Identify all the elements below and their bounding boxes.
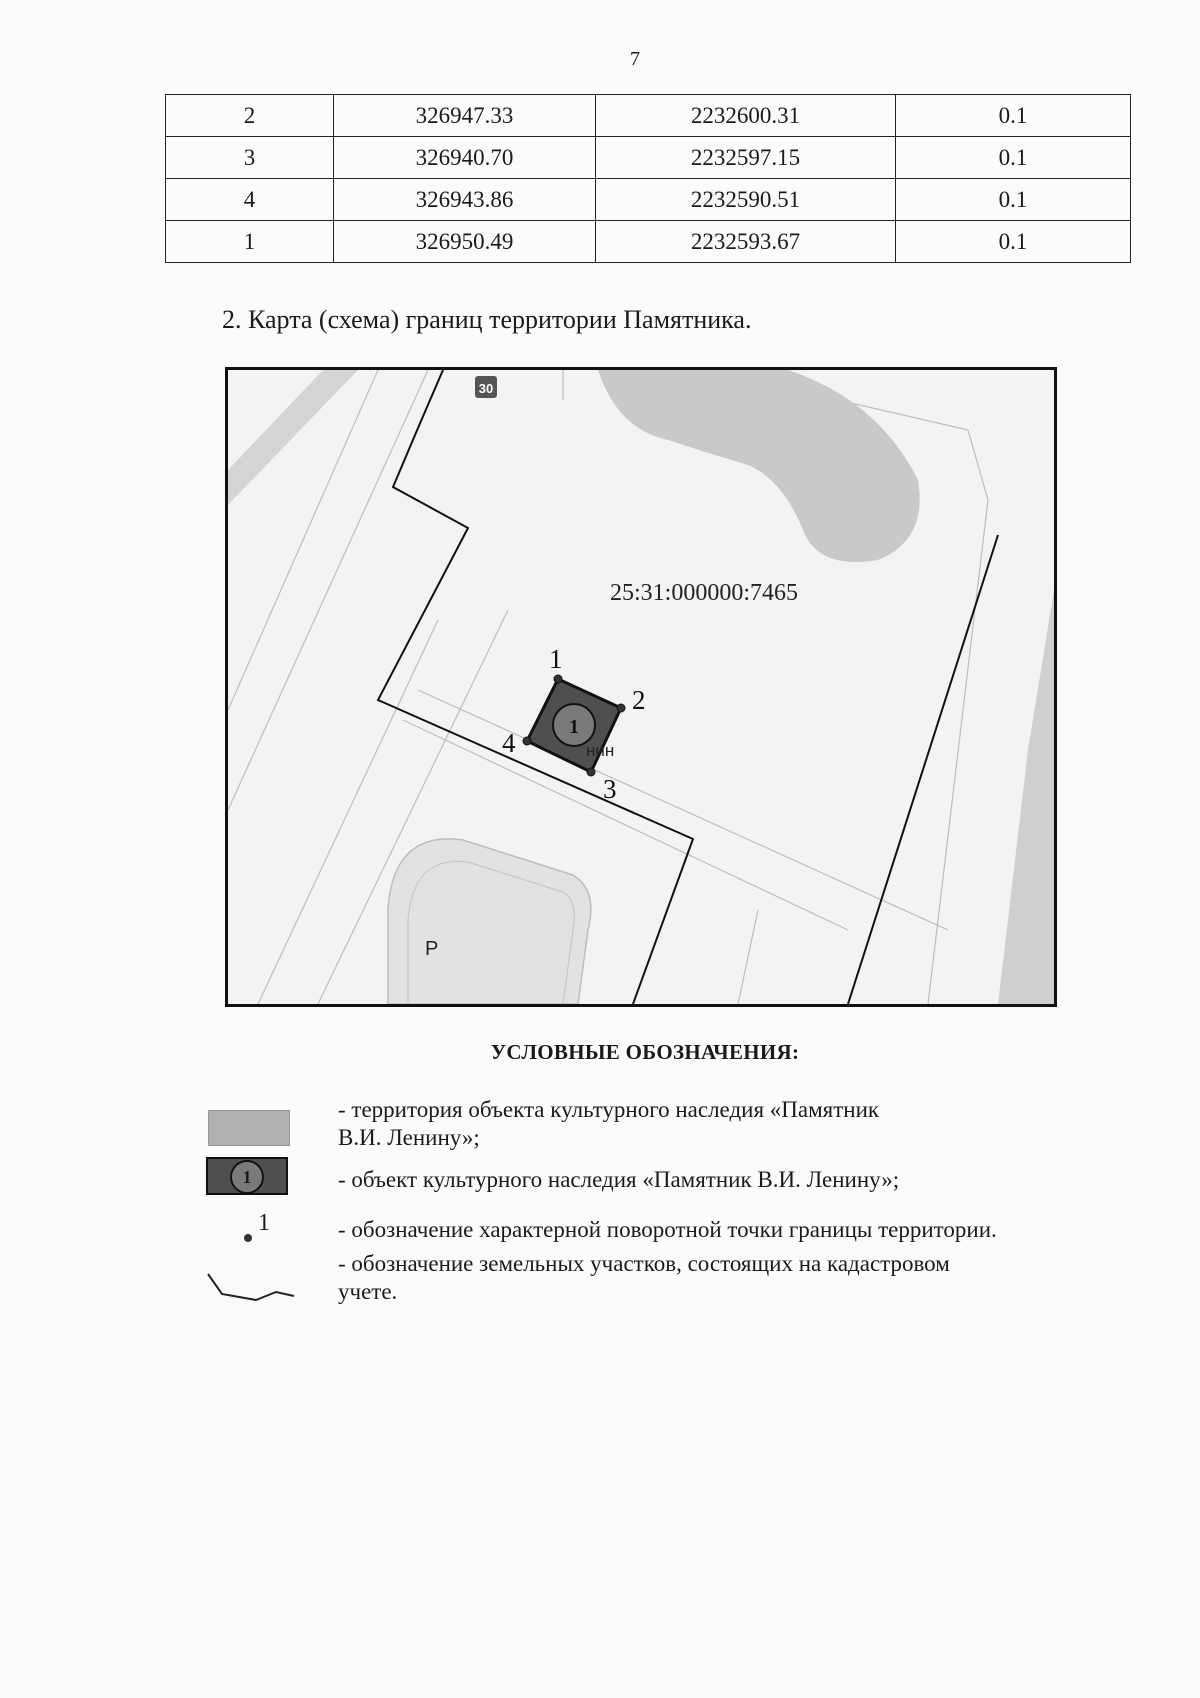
table-cell: 326940.70 [334, 137, 596, 179]
turning-point-1 [554, 675, 562, 683]
monument-name-label: нин [586, 741, 615, 760]
legend-item-parcel [338, 1250, 950, 1306]
parcel-line-icon [206, 1270, 296, 1310]
legend-item-territory [338, 1096, 879, 1152]
coordinates-table [165, 94, 1131, 263]
table-cell: 0.1 [896, 221, 1131, 263]
legend-item-text: В.И. Ленину»; [338, 1125, 480, 1150]
table-cell: 2232593.67 [596, 221, 896, 263]
table-cell: 2232597.15 [596, 137, 896, 179]
legend-item-text: - территория объекта культурного наследия «Памятник [338, 1097, 880, 1122]
legend-item-text: учете. [338, 1279, 398, 1304]
parking-area [388, 839, 591, 1004]
turning-point-3 [587, 768, 595, 776]
boundary-map [225, 367, 1057, 1007]
road-strip [228, 370, 358, 505]
legend-item-text: - обозначение характерной поворотной точки границы территории. [338, 1217, 997, 1242]
turning-point-icon: 1 [240, 1212, 280, 1246]
monument-marker-number: 1 [569, 716, 579, 738]
cadastral-number-label: 25:31:000000:7465 [610, 580, 799, 606]
table-cell: 326943.86 [334, 179, 596, 221]
table-row [166, 95, 1131, 137]
table-cell: 0.1 [896, 95, 1131, 137]
legend-item-turning-point [338, 1216, 997, 1244]
table-cell: 1 [166, 221, 334, 263]
legend-item-monument [338, 1166, 899, 1194]
table-cell: 4 [166, 179, 334, 221]
table-cell: 0.1 [896, 137, 1131, 179]
point-label-3: 3 [603, 774, 617, 804]
legend-item-text: - обозначение земельных участков, состоящих на кадастровом [338, 1251, 950, 1276]
monument-swatch-icon: 1 [206, 1157, 288, 1195]
territory-swatch-icon [208, 1110, 290, 1146]
table-cell: 0.1 [896, 179, 1131, 221]
table-cell: 2232600.31 [596, 95, 896, 137]
turning-point-4 [523, 737, 531, 745]
cadastral-parcel-boundary-right [848, 535, 998, 1004]
water-body [598, 370, 920, 562]
table-row [166, 221, 1131, 263]
table-row [166, 179, 1131, 221]
page-number: 7 [630, 48, 640, 70]
section-heading: 2. Карта (схема) границ территории Памятника. [222, 305, 752, 334]
point-label-2: 2 [632, 685, 646, 715]
point-label-1: 1 [549, 644, 563, 674]
table-cell: 2 [166, 95, 334, 137]
legend-item-text: - объект культурного наследия «Памятник В.И. Ленину»; [338, 1167, 900, 1192]
table-cell: 3 [166, 137, 334, 179]
point-label-4: 4 [502, 728, 516, 758]
turning-point-2 [617, 704, 625, 712]
parking-label: P [425, 938, 439, 960]
table-cell: 326950.49 [334, 221, 596, 263]
table-cell: 326947.33 [334, 95, 596, 137]
table-row [166, 137, 1131, 179]
legend-title: УСЛОВНЫЕ ОБОЗНАЧЕНИЯ: [490, 1040, 800, 1064]
map-canvas [228, 370, 1054, 1004]
building-number: 30 [478, 381, 494, 396]
table-cell: 2232590.51 [596, 179, 896, 221]
river-band [998, 590, 1054, 1004]
